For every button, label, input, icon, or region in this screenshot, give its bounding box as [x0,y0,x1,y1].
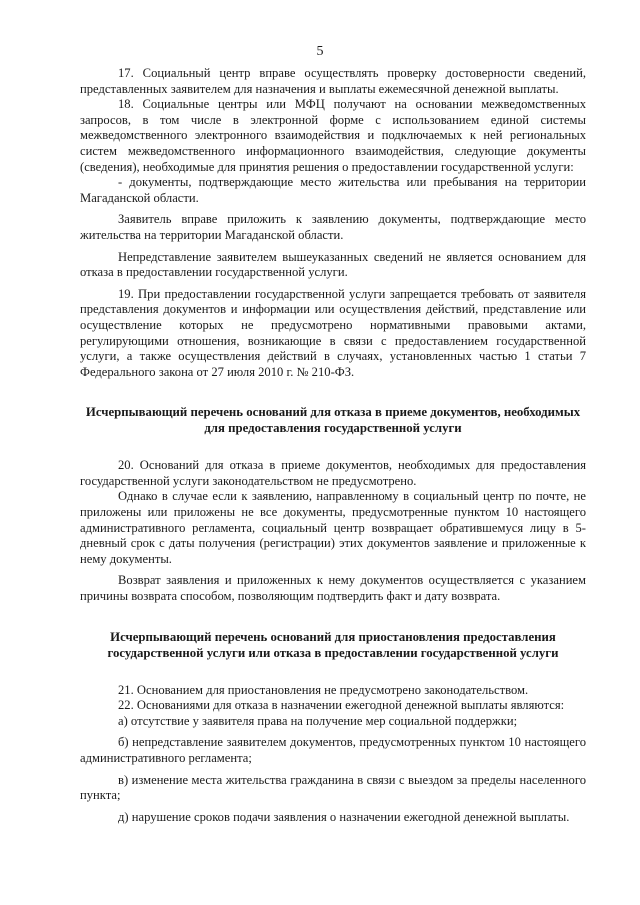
paragraph-18-nonsubmission: Непредставление заявителем вышеуказанных сведений не является основанием для отказа в предоставлении государственной услуги. [80,249,586,280]
section-heading-suspension-refusal: Исчерпывающий перечень оснований для приостановления предоставления государственной услуги или отказа в предоставлении государственной услуги [107,629,559,660]
paragraph-22: 22. Основаниями для отказа в назначении ежегодной денежной выплаты являются: [118,698,565,713]
paragraph-22-v: в) изменение места жительства гражданина в связи с выездом за пределы населенного пункта; [80,772,586,803]
section-heading-refusal-acceptance: Исчерпывающий перечень оснований для отказа в приеме документов, необходимых для предоставления государственной услуги [85,405,581,436]
paragraph-18-applicant: Заявитель вправе приложить к заявлению документы, подтверждающие место жительства на территории Магаданской области. [80,212,586,242]
paragraph-22-b: б) непредставление заявителем документов, предусмотренных пунктом 10 настоящего административного регламента; [80,735,586,765]
paragraph-22-d: д) нарушение сроков подачи заявления о назначении ежегодной денежной выплаты. [118,809,570,824]
paragraph-20: 20. Оснований для отказа в приеме документов, необходимых для предоставления государственной услуги законодательством не предусмотрено. [80,458,586,488]
page-number: 5 [316,44,324,59]
paragraph-17: 17. Социальный центр вправе осуществлять проверку достоверности сведений, представленных заявителем для назначения и выплаты ежемесячной денежной выплаты. [80,66,586,96]
paragraph-19: 19. При предоставлении государственной услуги запрещается требовать от заявителя представления документов и информации или осуществления действий, представление или осуществление которых не предусмотрено нормативными правовыми актами, регулирующими отношения, возникающие в связи с предоставлением государственной услуги, а также осуществления действий в случаях, установленных частью 1 статьи 7 Федерального закона от 27 июля 2010 г. № 210-ФЗ. [80,286,586,379]
paragraph-20-return: Возврат заявления и приложенных к нему документов осуществляется с указанием причины возврата способом, позволяющим подтвердить факт и дату возврата. [80,573,586,604]
paragraph-20-however: Однако в случае если к заявлению, направленному в социальный центр по почте, не приложены или приложены не все документы, предусмотренные пунктом 10 настоящего административного регламента, социальный центр возвращает обратившемуся лицу в 5-дневный срок с даты получения (регистрации) этих документов заявление и приложенные к нему документы. [80,489,586,566]
paragraph-22-a: а) отсутствие у заявителя права на получение мер социальной поддержки; [118,713,518,728]
paragraph-21: 21. Основанием для приостановления не предусмотрено законодательством. [118,682,529,697]
paragraph-18: 18. Социальные центры или МФЦ получают на основании межведомственных запросов, в том числе в электронной форме с использованием единой системы межведомственного электронного взаимодействия и подключаемых к ней региональных систем межведомственного информационного взаимодействия, следующие документы (сведения), необходимые для принятия решения о предоставлении государственной услуги: [80,97,586,174]
document-body [80,66,586,825]
paragraph-18-item: - документы, подтверждающие место жительства или пребывания на территории Магаданской области. [80,175,586,205]
